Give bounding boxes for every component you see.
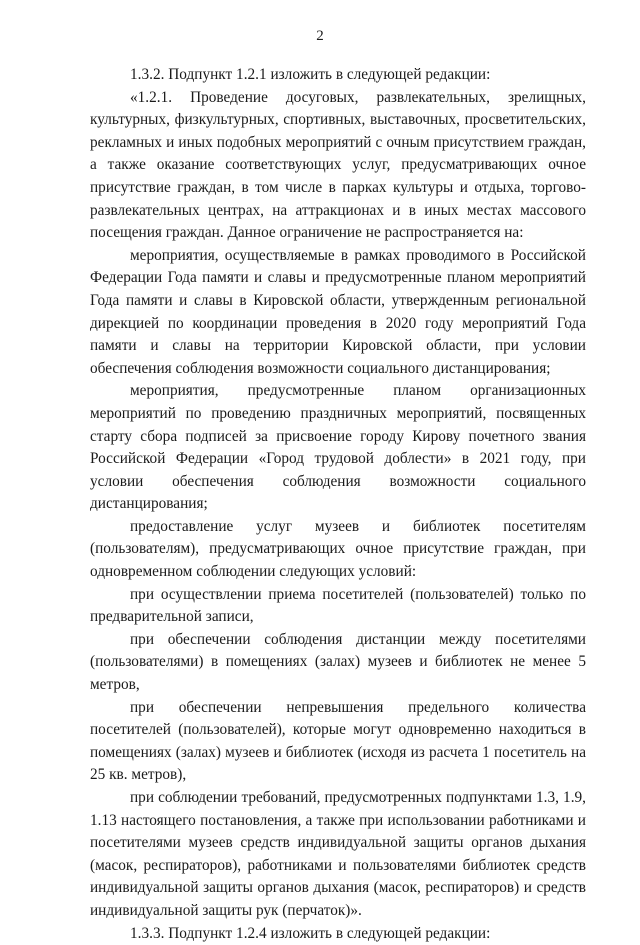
document-body xyxy=(90,64,586,945)
paragraph-museum-services: предоставление услуг музеев и библиотек посетителям (пользователям), предусматривающих очное присутствие граждан, при одновременном соблюдении следующих условий: xyxy=(90,517,586,581)
page-number: 2 xyxy=(316,28,324,44)
paragraph-condition-protection: при соблюдении требований, предусмотренных подпунктами 1.3, 1.9, 1.13 настоящего постановления, а также при использовании работниками и посетителями музеев средств индивидуальной защиты органов дыхания (масок, респираторов), работниками и пользователями библиотек средств индивидуальной защиты органов дыхания (масок, респираторов) и средств индивидуальной защиты рук (перчаток)». xyxy=(90,789,586,919)
paragraph-year-of-memory: мероприятия, осуществляемые в рамках проводимого в Российской Федерации Года памяти и славы и предусмотренные планом мероприятий Года памяти и славы в Кировской области, утвержденным региональной дирекцией по координации проведения в 2020 году мероприятий Года памяти и славы на территории Кировской области, при условии обеспечения соблюдения возможности социального дистанцирования; xyxy=(90,246,586,377)
paragraph-1-3-2-heading: 1.3.2. Подпункт 1.2.1 изложить в следующей редакции: xyxy=(130,66,491,83)
paragraph-condition-appointment: при осуществлении приема посетителей (пользователей) только по предварительной записи, xyxy=(90,585,586,626)
paragraph-labor-valor-city: мероприятия, предусмотренные планом организационных мероприятий по проведению праздничных мероприятий, посвященных старту сбора подписей за присвоение городу Кирову почетного звания Российской Федерации «Город трудовой доблести» в 2021 году, при условии обеспечения соблюдения возможности социального дистанцирования; xyxy=(90,382,586,513)
paragraph-1-3-3-heading: 1.3.3. Подпункт 1.2.4 изложить в следующей редакции: xyxy=(130,924,491,942)
paragraph-1-2-1-text: «1.2.1. Проведение досуговых, развлекательных, зрелищных, культурных, физкультурных, спортивных, выставочных, просветительских, рекламных и иных подобных мероприятий с очным присутствием граждан, а также оказание соответствующих услуг, предусматривающих очное присутствие граждан, в том числе в парках культуры и отдыха, торгово-развлекательных центрах, на аттракционах и в иных местах массового посещения граждан. Данное ограничение не распространяется на: xyxy=(90,88,586,242)
paragraph-condition-distance: при обеспечении соблюдения дистанции между посетителями (пользователями) в помещениях (залах) музеев и библиотек не менее 5 метров, xyxy=(90,630,586,694)
paragraph-condition-capacity: при обеспечении непревышения предельного количества посетителей (пользователей), которые могут одновременно находиться в помещениях (залах) музеев и библиотек (исходя из расчета 1 посетитель на 25 кв. метров), xyxy=(90,698,586,784)
